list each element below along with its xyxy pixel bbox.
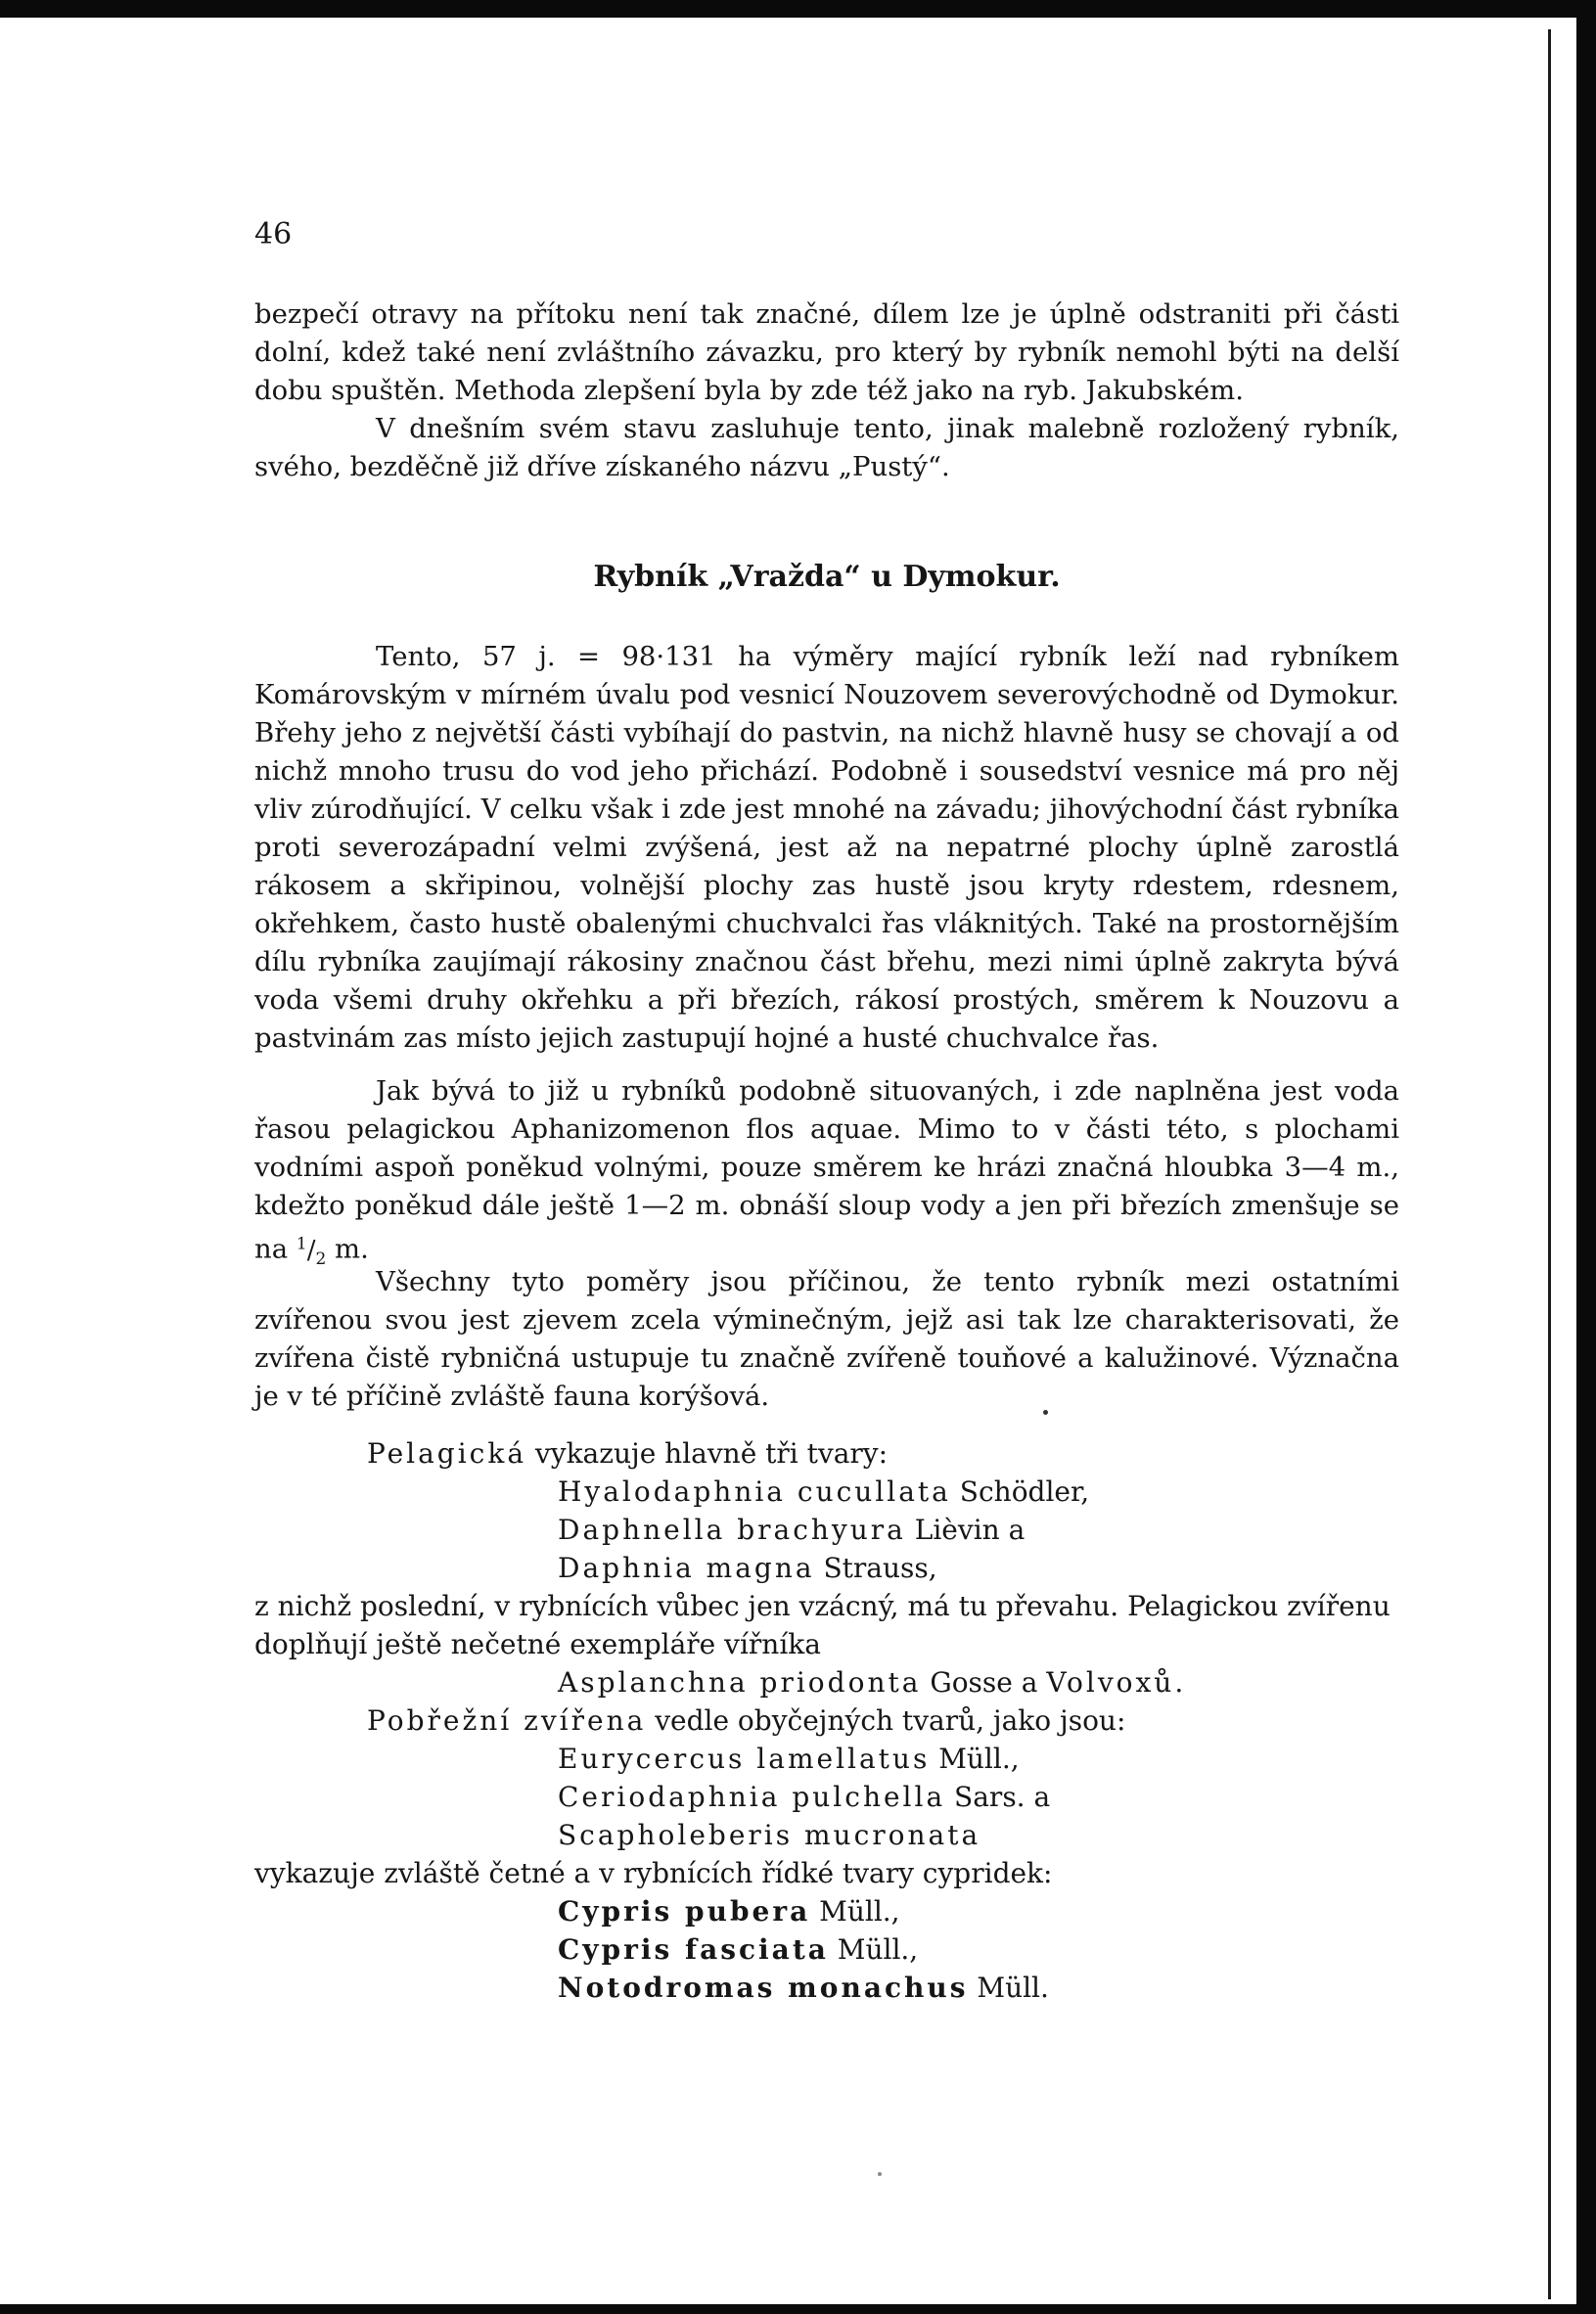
species-author: Schödler, (950, 1475, 1090, 1508)
page-number: 46 (254, 217, 293, 251)
scan-border-right (1576, 0, 1596, 2314)
cyprid-author: Müll. (968, 1972, 1049, 2004)
pelagic-label: Pelagická (367, 1437, 527, 1470)
species-item (558, 1552, 937, 1584)
cyprid-item (558, 1972, 1049, 2004)
paragraph-1: bezpečí otravy na přítoku není tak značné, dílem lze je úplně odstraniti při části dolní, kdež také není zvláštního závazku, pro který by rybník nemohl býti na delší dobu spuštěn. Methoda zlepšení byla by zde též jako na ryb. Jakubském. (254, 298, 1399, 406)
coastal-intro (367, 1704, 1125, 1737)
species-name: Asplanchna priodonta (558, 1666, 922, 1699)
species-name: Hyalodaphnia cucullata (558, 1475, 951, 1508)
cyprid-author: Müll., (810, 1895, 900, 1928)
scan-border-bottom (0, 2304, 1596, 2314)
paragraph-4-text: Jak bývá to již u rybníků podobně situovaných, i zde naplněna jest voda řasou pelagickou Aphanizomenon flos aquae. Mimo to v části této, s plochami vodními aspoň poněkud volnými, pouze směrem ke hrázi značná hloubka 3—4 m., kdežto poněkud dále ještě 1—2 m. obnáší sloup vody a jen při březích zmenšuje se na (254, 1075, 1399, 1265)
cyprid-item (558, 1933, 918, 1966)
species-author: Müll., (930, 1743, 1020, 1775)
pelagic-intro-text: vykazuje hlavně tři tvary: (526, 1437, 889, 1470)
rotifer-mid: Gosse a (921, 1666, 1047, 1699)
species-name: Volvoxů. (1046, 1666, 1187, 1699)
species-name: Ceriodaphnia pulchella (558, 1781, 946, 1813)
species-name: Daphnia magna (558, 1552, 815, 1584)
cyprid-name: Cypris pubera (558, 1895, 811, 1928)
coastal-label: Pobřežní zvířena (367, 1704, 647, 1737)
cyprid-author: Müll., (828, 1933, 919, 1966)
species-item (558, 1475, 1089, 1508)
scan-border-top (0, 0, 1596, 18)
page-edge-line (1548, 29, 1551, 2299)
paragraph-4 (254, 1072, 1399, 1279)
species-author: Lièvin a (905, 1514, 1026, 1546)
coastal-intro-text: vedle obyčejných tvarů, jako jsou: (646, 1704, 1126, 1737)
print-speck (878, 2172, 882, 2176)
species-item (558, 1819, 980, 1851)
species-name: Daphnella brachyura (558, 1514, 906, 1546)
species-item (558, 1514, 1025, 1546)
species-name: Eurycercus lamellatus (558, 1743, 931, 1775)
paragraph-5: Všechny tyto poměry jsou příčinou, že tento rybník mezi ostatními zvířenou svou jest zjevem zcela výminečným, jejž asi tak lze charakterisovati, že zvířena čistě rybničná ustupuje tu značně zvířeně touňové a kalužinové. Význačna je v té příčině zvláště fauna korýšová. (254, 1266, 1399, 1412)
pelagic-after: z nichž poslední, v rybnících vůbec jen vzácný, má tu převahu. Pelagickou zvířenu (254, 1590, 1391, 1622)
fraction-numerator: 1 (296, 1234, 307, 1253)
species-author: Strauss, (814, 1552, 937, 1584)
paragraph-2: V dnešním svém stavu zasluhuje tento, jinak malebně rozložený rybník, svého, bezděčně již dříve získaného názvu „Pustý“. (254, 413, 1399, 482)
paragraph-4-end: m. (326, 1233, 369, 1265)
species-author: Sars. a (945, 1781, 1051, 1813)
cyprid-item (558, 1895, 900, 1928)
cyprid-name: Notodromas monachus (558, 1972, 969, 2004)
print-speck (1043, 1410, 1048, 1415)
pelagic-after-2: doplňují ještě nečetné exempláře vířníka (254, 1628, 821, 1660)
fraction-denominator: 2 (315, 1248, 327, 1269)
species-item (558, 1743, 1020, 1775)
species-name: Scapholeberis mucronata (558, 1819, 981, 1851)
coastal-after: vykazuje zvláště četné a v rybnících řídké tvary cypridek: (254, 1857, 1053, 1889)
paragraph-3: Tento, 57 j. = 98·131 ha výměry mající rybník leží nad rybníkem Komárovským v mírném úvalu pod vesnicí Nouzovem severovýchodně od Dymokur. Břehy jeho z největší části vybíhají do pastvin, na nichž hlavně husy se chovají a od nichž mnoho trusu do vod jeho přichází. Podobně i sousedství vesnice má pro něj vliv zúrodňující. V celku však i zde jest mnohé na závadu; jihovýchodní část rybníka proti severozápadní velmi zvýšená, jest až na nepatrné plochy úplně zarostlá rákosem a skřipinou, volnější plochy zas hustě jsou kryty rdestem, rdesnem, okřehkem, často hustě obalenými chuchvalci řas vláknitých. Také na prostornějším dílu rybníka zaujímají rákosiny značnou část břehu, mezi nimi úplně zakryta bývá voda všemi druhy okřehku a při březích, rákosí prostých, směrem k Nouzovu a pastvinám zas místo jejich zastupují hojné a husté chuchvalce řas. (254, 641, 1399, 1054)
rotifer-line (558, 1666, 1186, 1699)
section-heading: Rybník „Vražda“ u Dymokur. (593, 560, 1061, 594)
pelagic-intro (367, 1437, 888, 1470)
cyprid-name: Cypris fasciata (558, 1933, 829, 1966)
species-item (558, 1781, 1050, 1813)
fraction-one-half: $^1/_2$ (296, 1234, 327, 1269)
